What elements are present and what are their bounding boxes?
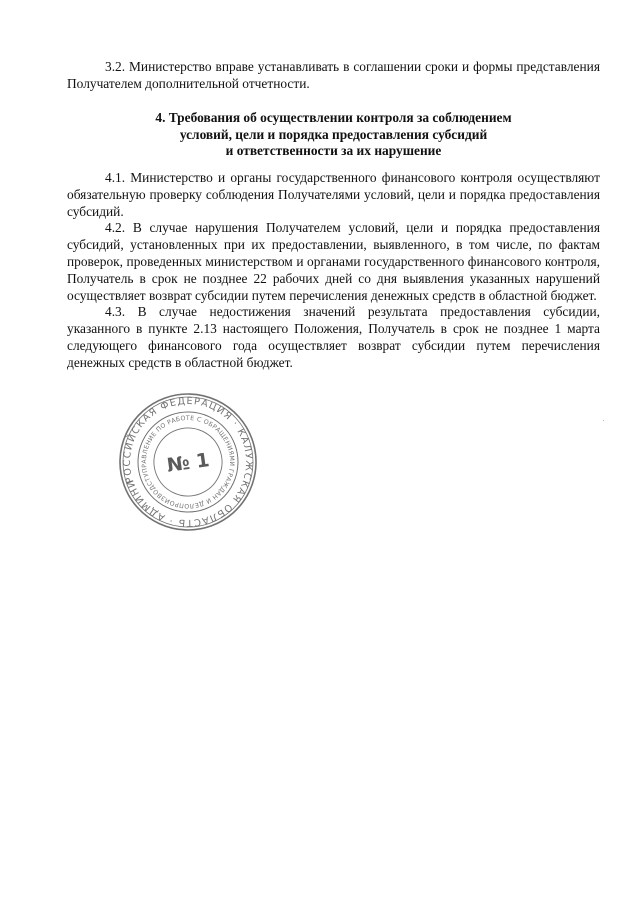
stamp-inner-text: УПРАВЛЕНИЕ ПО РАБОТЕ С ОБРАЩЕНИЯМИ ГРАЖДАН И ДЕЛОПРОИЗВОДСТВУ <box>140 414 236 510</box>
section-4-heading <box>67 110 600 160</box>
stamp-number: № 1 <box>165 449 211 477</box>
scan-speck <box>603 420 604 421</box>
section-4-heading-line-1: 4. Требования об осуществлении контроля за соблюдением <box>155 110 512 125</box>
paragraph-3-2: 3.2. Министерство вправе устанавливать в соглашении сроки и формы представления Получателем дополнительной отчетности. <box>67 59 600 91</box>
paragraph-4-2: 4.2. В случае нарушения Получателем условий, цели и порядка предоставления субсидий, установленных при их предоставлении, выявленного, в том числе, по фактам проверок, проведенных министерством и органами государственного финансового контроля, Получатель в срок не позднее 22 рабочих дней со дня выявления указанных нарушений осуществляет возврат субсидии путем перечисления денежных средств в областной бюджет. <box>67 220 600 303</box>
paragraph-4-1: 4.1. Министерство и органы государственного финансового контроля осуществляют обязательную проверку соблюдения Получателями условий, цели и порядка предоставления субсидий. <box>67 170 600 219</box>
section-4-heading-line-2: условий, цели и порядка предоставления субсидий <box>179 126 488 142</box>
official-stamp <box>117 391 259 533</box>
section-4-heading-line-3: и ответственности за их нарушение <box>225 143 442 159</box>
stamp-outer-text: РОССИЙСКАЯ ФЕДЕРАЦИЯ · КАЛУЖСКАЯ ОБЛАСТЬ · АДМИНИСТРАЦИЯ <box>121 395 255 529</box>
paragraph-4-3: 4.3. В случае недостижения значений результата предоставления субсидии, указанного в пункте 2.13 настоящего Положения, Получатель в срок не позднее 1 марта следующего финансового года осуществляет возврат субсидии путем перечисления денежных средств в областной бюджет. <box>67 304 600 370</box>
section-4-body <box>67 170 600 372</box>
paragraph-3-2-block <box>67 59 600 93</box>
